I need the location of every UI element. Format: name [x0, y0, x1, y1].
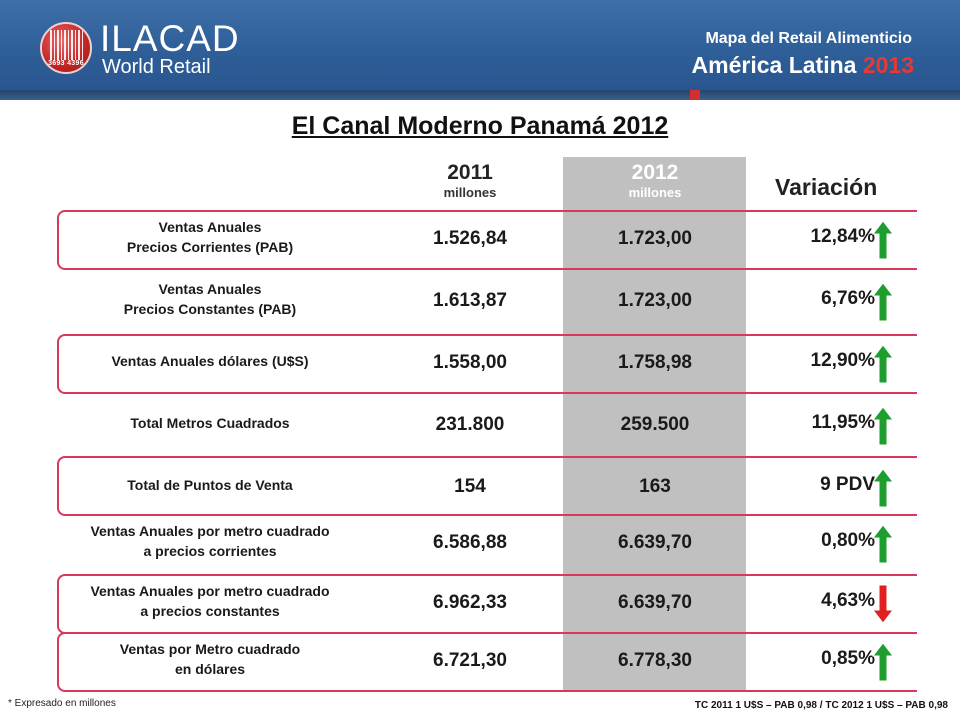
value-2012: 163	[639, 476, 671, 497]
value-variation: 0,85%	[821, 648, 875, 669]
row-label-line-1: Total Metros Cuadrados	[130, 415, 290, 431]
header-band	[0, 90, 960, 100]
page-title: El Canal Moderno Panamá 2012	[291, 112, 669, 140]
row-label-line-2: Precios Corrientes (PAB)	[126, 239, 294, 256]
row-label	[60, 279, 360, 320]
exchange-rate-note: TC 2011 1 U$S – PAB 0,98 / TC 2012 1 U$S – PAB 0,98	[694, 700, 948, 711]
column-unit-2012: millones	[628, 185, 682, 200]
column-header-2011	[415, 162, 525, 199]
logo-digits: 3693 4396	[48, 60, 84, 67]
value-2012: 6.639,70	[618, 532, 692, 553]
row-label-line-1: Ventas Anuales	[158, 219, 262, 235]
row-label	[60, 217, 360, 258]
value-2012: 6.778,30	[618, 650, 692, 671]
row-label-line-2: en dólares	[174, 661, 246, 678]
value-2012: 1.723,00	[618, 290, 692, 311]
row-label-line-1: Ventas Anuales	[158, 281, 262, 297]
column-year-2011: 2011	[447, 161, 493, 184]
row-label-line-2: Precios Constantes (PAB)	[123, 301, 297, 318]
header-region: América Latina	[691, 52, 857, 78]
brand-name: ILACAD	[100, 18, 240, 59]
header-subtitle: Mapa del Retail Alimenticio	[705, 30, 912, 47]
column-header-2012	[590, 162, 720, 199]
value-2011: 6.721,30	[433, 650, 507, 671]
value-variation: 12,90%	[810, 350, 875, 371]
value-2011: 231.800	[435, 414, 505, 435]
value-2012: 1.723,00	[618, 228, 692, 249]
value-2011: 6.586,88	[433, 532, 507, 553]
row-label-line-1: Ventas Anuales por metro cuadrado	[90, 523, 330, 539]
value-variation: 11,95%	[811, 412, 875, 433]
header-main	[692, 52, 914, 79]
arrow-up-icon	[872, 344, 894, 384]
column-unit-2011: millones	[443, 185, 497, 200]
value-variation: 12,84%	[810, 226, 875, 247]
row-label	[60, 521, 360, 562]
value-2011: 1.558,00	[433, 352, 507, 373]
value-variation: 9 PDV	[820, 474, 875, 495]
value-2011: 1.613,87	[433, 290, 507, 311]
value-variation: 6,76%	[821, 288, 875, 309]
arrow-up-icon	[872, 406, 894, 446]
arrow-up-icon	[872, 642, 894, 682]
row-label	[60, 351, 360, 371]
row-label-line-1: Ventas Anuales por metro cuadrado	[90, 583, 330, 599]
header-bar	[0, 0, 960, 90]
row-label	[60, 475, 360, 495]
value-2012: 6.639,70	[618, 592, 692, 613]
row-label	[60, 639, 360, 680]
column-year-2012: 2012	[631, 161, 679, 184]
row-label-line-2: a precios corrientes	[143, 543, 277, 560]
footnote: * Expresado en millones	[8, 698, 116, 709]
value-2012: 259.500	[620, 414, 690, 435]
value-2011: 1.526,84	[433, 228, 507, 249]
value-2012: 1.758,98	[618, 352, 692, 373]
value-2011: 154	[454, 476, 486, 497]
row-label-line-2: a precios constantes	[140, 603, 280, 620]
column-header-variation: Variación	[775, 174, 878, 200]
row-label	[60, 413, 360, 433]
row-label-line-1: Total de Puntos de Venta	[127, 477, 293, 493]
arrow-up-icon	[872, 468, 894, 508]
value-variation: 0,80%	[821, 530, 875, 551]
arrow-up-icon	[872, 220, 894, 260]
logo-icon	[40, 22, 92, 74]
row-label-line-1: Ventas por Metro cuadrado	[119, 641, 301, 657]
row-label	[60, 581, 360, 622]
brand-subtitle: World Retail	[102, 56, 211, 78]
arrow-up-icon	[872, 524, 894, 564]
value-variation: 4,63%	[821, 590, 875, 611]
arrow-down-icon	[872, 584, 894, 624]
header-accent	[690, 90, 700, 100]
arrow-up-icon	[872, 282, 894, 322]
value-2011: 6.962,33	[433, 592, 507, 613]
header-year: 2013	[862, 52, 914, 78]
row-label-line-1: Ventas Anuales dólares (U$S)	[111, 353, 309, 369]
